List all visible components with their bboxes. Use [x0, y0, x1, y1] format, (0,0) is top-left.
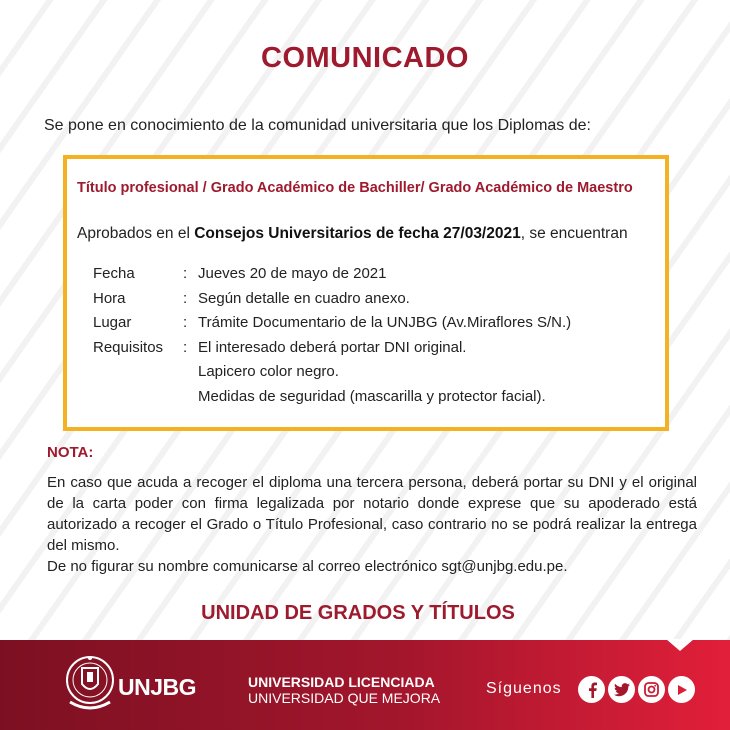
slogan-line-1: UNIVERSIDAD LICENCIADA: [248, 674, 435, 690]
facebook-icon[interactable]: [578, 676, 605, 703]
detail-value: Jueves 20 de mayo de 2021: [198, 265, 387, 282]
footer-notch: [666, 639, 694, 651]
detail-value: El interesado deberá portar DNI original.: [198, 338, 467, 356]
detail-value: Medidas de seguridad (mascarilla y protector facial).: [198, 387, 546, 405]
university-seal-icon: [64, 654, 116, 716]
detail-label: Hora: [93, 289, 126, 307]
slogan-line-2: UNIVERSIDAD QUE MEJORA: [248, 690, 441, 706]
approval-line: [77, 225, 628, 243]
nota-paragraph: En caso que acuda a recoger el diploma una tercera persona, deberá portar su DNI y el original de la carta poder con firma legalizada por notario donde exprese que su apoderado está autorizado a recoger el Grado o Título Profesional, caso contrario no se podrá realizar la entrega del mismo.: [47, 474, 697, 554]
nota-contact: De no figurar su nombre comunicarse al correo electrónico sgt@unjbg.edu.pe.: [47, 558, 568, 575]
approval-prefix: Aprobados en el: [77, 225, 195, 242]
unit-name: UNIDAD DE GRADOS Y TÍTULOS: [201, 602, 515, 624]
instagram-icon[interactable]: [638, 676, 665, 703]
social-icons: [578, 676, 695, 703]
detail-value: Según detalle en cuadro anexo.: [198, 289, 410, 307]
twitter-icon[interactable]: [608, 676, 635, 703]
detail-value: Trámite Documentario de la UNJBG (Av.Miraflores S/N.): [198, 314, 572, 331]
detail-separator: :: [183, 338, 188, 356]
slogan: [248, 674, 440, 706]
detail-value: Lapicero color negro.: [198, 363, 339, 380]
box-heading: Título profesional / Grado Académico de Bachiller/ Grado Académico de Maestro: [77, 180, 633, 196]
detail-separator: :: [183, 289, 188, 307]
page-title: COMUNICADO: [261, 42, 469, 74]
detail-label: Fecha: [93, 265, 135, 282]
footer: [0, 640, 730, 730]
approval-suffix: , se encuentran: [520, 225, 628, 242]
intro-text: Se pone en conocimiento de la comunidad universitaria que los Diplomas de:: [44, 117, 591, 134]
diploma-info-box: [63, 155, 669, 431]
nota-title: NOTA:: [47, 444, 94, 461]
detail-separator: :: [183, 265, 188, 282]
detail-label: Requisitos: [93, 338, 164, 356]
youtube-icon[interactable]: [668, 676, 695, 703]
approval-bold: Consejos Universitarios de fecha 27/03/2021: [194, 225, 521, 242]
detail-separator: :: [183, 314, 188, 331]
detail-label: Lugar: [93, 314, 132, 331]
follow-label: Síguenos: [486, 680, 562, 697]
brand-name: UNJBG: [118, 674, 197, 700]
